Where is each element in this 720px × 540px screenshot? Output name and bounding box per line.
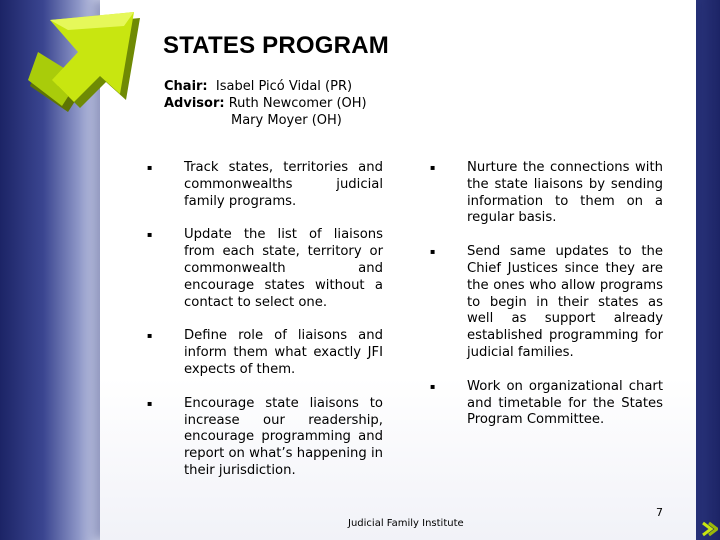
list-item-text: Update the list of liaisons from each state, territory or commonwealth and encourage states without a contact to select one. [184,227,383,310]
list-item-text: Define role of liaisons and inform them what exactly JFI expects of them. [184,328,383,377]
list-item [147,160,383,210]
list-item [430,244,663,362]
advisor-name-2: Mary Moyer (OH) [231,113,342,128]
advisor-row-2 [164,112,367,129]
chevron-right-icon [700,520,718,538]
bullet-icon: ▪ [147,398,153,408]
bullet-icon: ▪ [147,163,153,172]
bullet-icon: ▪ [147,230,153,240]
list-item-text: Nurture the connections with the state liaisons by sending information to them on a regular basis. [467,160,663,226]
list-item-text: Send same updates to the Chief Justices since they are the ones who allow programs to begin in their states as well as support already established programming for judicial families. [467,244,663,360]
list-item [147,396,383,480]
page-title: STATES PROGRAM [163,32,389,59]
list-item-text: Work on organizational chart and timetable for the States Program Committee. [467,378,663,428]
chair-label: Chair: [164,79,208,94]
footer-text: Judicial Family Institute [348,518,464,529]
list-item-text: Encourage state liaisons to increase our readership, encourage programming and report on what’s happening in their jurisdiction. [184,395,383,478]
advisor-name: Ruth Newcomer (OH) [228,96,367,111]
chair-name: Isabel Picó Vidal (PR) [215,79,353,94]
bullet-icon: ▪ [430,381,436,391]
right-bullet-list [430,160,663,446]
arrow-logo-icon [28,12,148,122]
chair-row [164,78,367,95]
advisor-row [164,95,367,112]
bullet-icon: ▪ [430,163,436,172]
list-item [430,160,663,227]
list-item [430,379,663,429]
list-item [147,328,383,378]
advisor-label: Advisor: [164,96,225,111]
left-bullet-list [147,160,383,497]
list-item [147,227,383,311]
bullet-icon: ▪ [147,331,153,341]
page-number: 7 [656,506,663,519]
list-item-text: Track states, territories and commonwealths judicial family programs. [184,160,383,209]
bullet-icon: ▪ [430,247,436,257]
committee-people [164,78,367,129]
